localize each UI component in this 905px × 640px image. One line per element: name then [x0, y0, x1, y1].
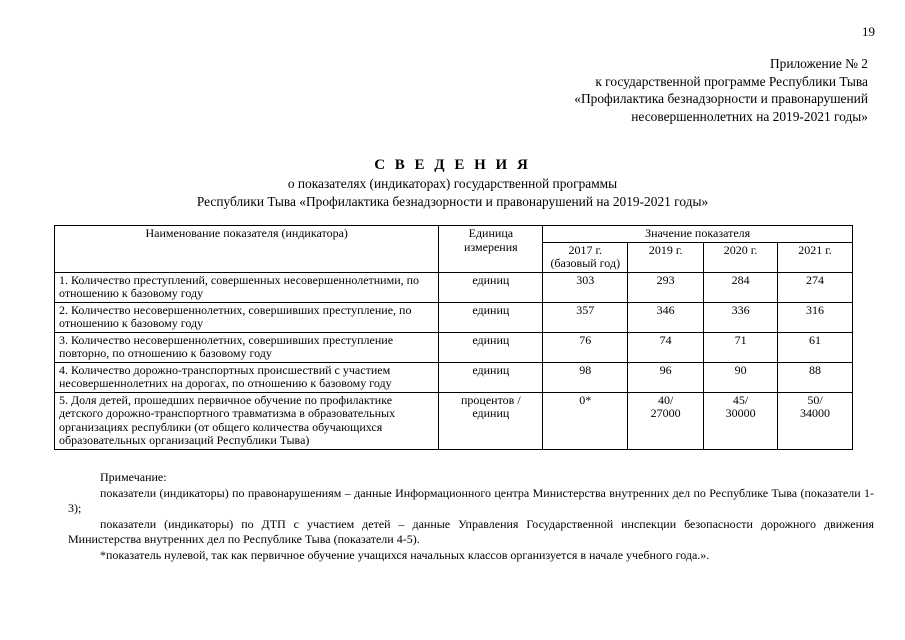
note-footnote: *показатель нулевой, так как первичное обучение учащихся начальных классов организуется в начале учебного года.». — [100, 547, 710, 562]
row-value-2017: 98 — [543, 362, 628, 392]
row-value-2019: 293 — [628, 272, 704, 302]
title-main: С В Е Д Е Н И Я — [374, 157, 531, 173]
table-row — [55, 302, 853, 332]
row-name: 4. Количество дорожно-транспортных происшествий с участием несовершеннолетних на дорогах, по отношению к базовому году — [55, 362, 439, 392]
notes-section — [68, 470, 874, 564]
title-subline: о показателях (индикаторах) государственной программы — [287, 176, 618, 191]
row-unit — [439, 392, 543, 449]
header-year-line: 2017 г. — [568, 242, 603, 257]
row-unit: единиц — [439, 332, 543, 362]
row-value-2017: 0* — [543, 392, 628, 449]
row-unit: единиц — [439, 272, 543, 302]
row-value-line: 50/ — [807, 392, 823, 407]
row-value-2019 — [628, 392, 704, 449]
note-paragraph: показатели (индикаторы) по правонарушениям – данные Информационного центра Министерства внутренних дел по Республике Тыва (показатели 1-3); — [68, 485, 874, 516]
title-subline: Республики Тыва «Профилактика безнадзорности и правонарушений на 2019-2021 годы» — [196, 193, 709, 209]
row-value-2017: 76 — [543, 332, 628, 362]
header-year-2021: 2021 г. — [778, 242, 853, 272]
header-year-2019: 2019 г. — [628, 242, 704, 272]
header-unit-line: измерения — [464, 239, 518, 254]
row-value-2019: 346 — [628, 302, 704, 332]
row-unit-line: процентов / — [461, 392, 521, 407]
row-value-2017: 357 — [543, 302, 628, 332]
page-number: 19 — [862, 24, 875, 39]
appendix-header — [448, 55, 868, 125]
row-value-2020: 284 — [704, 272, 778, 302]
document-title — [0, 156, 905, 210]
row-value-2020: 336 — [704, 302, 778, 332]
row-name: 3. Количество несовершеннолетних, совершивших преступление повторно, по отношению к базовому году — [55, 332, 439, 362]
notes-heading: Примечание: — [100, 470, 167, 484]
header-year-2020: 2020 г. — [704, 242, 778, 272]
table-header-row — [55, 226, 853, 243]
row-value-line: 45/ — [732, 392, 749, 407]
header-name: Наименование показателя (индикатора) — [55, 226, 439, 273]
row-unit: единиц — [439, 302, 543, 332]
appendix-line: несовершеннолетних на 2019-2021 годы» — [631, 108, 868, 124]
table-row — [55, 362, 853, 392]
row-value-line: 40/ — [658, 392, 674, 407]
row-value-2021 — [778, 392, 853, 449]
appendix-line: «Профилактика безнадзорности и правонарушений — [574, 91, 868, 106]
row-value-2021: 61 — [778, 332, 853, 362]
indicators-table — [54, 225, 853, 450]
row-value-line: 30000 — [725, 406, 756, 420]
row-value-2020: 71 — [704, 332, 778, 362]
row-unit-line: единиц — [472, 406, 510, 420]
row-name: 5. Доля детей, прошедших первичное обучение по профилактике детского дорожно-транспортного травматизма в образовательных организациях республики (от общего количества обучающихся образовательных организаций Республики Тыва) — [55, 392, 439, 449]
appendix-line: Приложение № 2 — [769, 56, 868, 71]
row-value-2020: 90 — [704, 362, 778, 392]
header-year-2017 — [543, 242, 628, 272]
table-row — [55, 392, 853, 449]
row-value-2020 — [704, 392, 778, 449]
row-value-2021: 274 — [778, 272, 853, 302]
row-value-2019: 74 — [628, 332, 704, 362]
header-year-line: (базовый год) — [550, 256, 621, 270]
appendix-line: к государственной программе Республики Тыва — [595, 73, 868, 89]
table-row — [55, 332, 853, 362]
row-value-line: 27000 — [650, 406, 681, 420]
row-name: 1. Количество преступлений, совершенных несовершеннолетними, по отношению к базовому году — [55, 272, 439, 302]
row-value-2021: 316 — [778, 302, 853, 332]
header-unit — [439, 226, 543, 273]
row-name: 2. Количество несовершеннолетних, совершивших преступление, по отношению к базовому году — [55, 302, 439, 332]
table-row — [55, 272, 853, 302]
row-value-2017: 303 — [543, 272, 628, 302]
note-paragraph: показатели (индикаторы) по ДТП с участием детей – данные Управления Государственной инспекции безопасности дорожного движения Министерства внутренних дел по Республике Тыва (показатели 4-5). — [68, 516, 874, 547]
header-unit-line: Единица — [468, 226, 514, 240]
row-value-line: 34000 — [800, 406, 831, 420]
row-unit: единиц — [439, 362, 543, 392]
row-value-2021: 88 — [778, 362, 853, 392]
header-values: Значение показателя — [543, 226, 853, 243]
row-value-2019: 96 — [628, 362, 704, 392]
